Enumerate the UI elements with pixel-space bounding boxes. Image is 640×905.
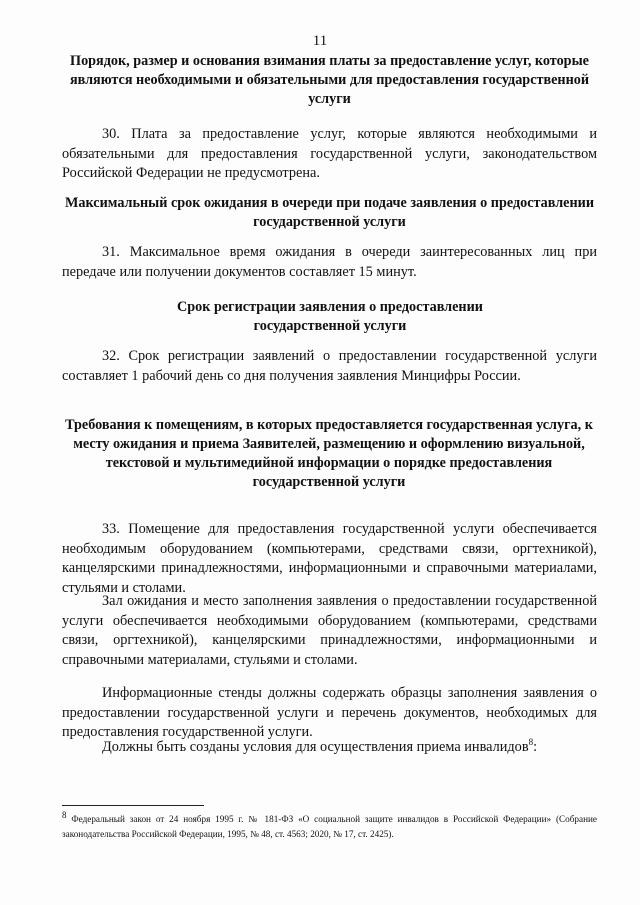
- paragraph-30: [62, 125, 597, 184]
- section-heading-queue: Максимальный срок ожидания в очереди при подаче заявления о предоставлении государственной услуги: [64, 195, 594, 230]
- section-heading-fee: Порядок, размер и основания взимания платы за предоставление услуг, которые являются необходимыми и обязательными для предоставления государственной услуги: [69, 53, 590, 107]
- section-heading-registration: Срок регистрации заявления о предоставлении государственной услуги: [177, 299, 483, 334]
- paragraph-31: [62, 243, 597, 282]
- paragraph-33-text: 33. Помещение для предоставления государственной услуги обеспечивается необходимым оборудованием (компьютерами, средствами связи, оргтехникой), канцелярскими принадлежностями, информационными и справочными материалами, стульями и столами.: [62, 521, 597, 596]
- paragraph-33-waiting-hall: [62, 592, 597, 670]
- paragraph-30-text: 30. Плата за предоставление услуг, которые являются необходимыми и обязательными для предоставления государственной услуги, законодательством Российской Федерации не предусмотрена.: [62, 126, 597, 181]
- footnote: [62, 809, 598, 842]
- paragraph-32: [62, 347, 597, 386]
- paragraph-33: [62, 520, 597, 598]
- footnote-reference: 8: [528, 737, 534, 748]
- paragraph-32-text: 32. Срок регистрации заявлений о предоставлении государственной услуги составляет 1 рабочий день со дня получения заявления Минцифры России.: [62, 348, 597, 384]
- footnote-separator: [62, 805, 204, 806]
- paragraph-33-disabled-access: Должны быть созданы условия для осуществления приема инвалидов$^8$:: [102, 737, 538, 755]
- paragraph-31-text: 31. Максимальное время ожидания в очереди заинтересованных лиц при передаче или получении документов составляет 15 минут.: [62, 244, 597, 280]
- paragraph-33-info-stands-text: Информационные стенды должны содержать образцы заполнения заявления о предоставлении государственной услуги и перечень документов, необходимых для предоставления государственной услуги.: [62, 685, 597, 740]
- paragraph-33-disabled-access-text: Должны быть созданы условия для осуществления приема инвалидов: [102, 739, 529, 755]
- footnote-number: 8: [62, 809, 67, 820]
- paragraph-33-waiting-hall-text: Зал ожидания и место заполнения заявления о предоставлении государственной услуги обеспечивается необходимыми оборудованием (компьютерами, средствами связи, оргтехникой), канцелярскими принадлежностями, информационными и справочными материалами, стульями и столами.: [62, 593, 597, 668]
- page-number: 11: [312, 33, 328, 49]
- section-heading-premises: Требования к помещениям, в которых предоставляется государственная услуга, к месту ожидания и приема Заявителей, размещению и оформлению визуальной, текстовой и мультимедийной информации о порядке предоставления государственной услуги: [65, 417, 593, 490]
- paragraph-33-info-stands: [62, 684, 597, 743]
- footnote-text: Федеральный закон от 24 ноября 1995 г. № 181-ФЗ «О социальной защите инвалидов в Российской Федерации» (Собрание законодательства Российской Федерации, 1995, № 48, ст. 4563; 2020, № 17, ст. 2425).: [62, 814, 598, 839]
